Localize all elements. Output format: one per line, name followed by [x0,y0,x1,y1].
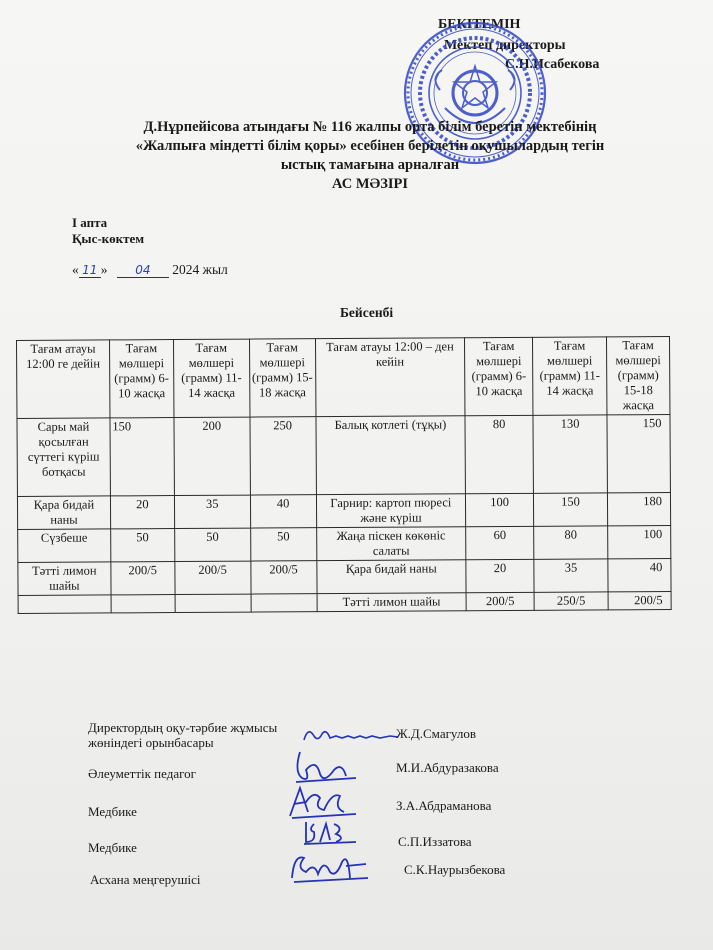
signatory-name: М.И.Абдуразакова [396,760,499,775]
title-line-3: ыстық тамағына арналған [280,157,460,173]
table-cell: 200/5 [111,562,175,595]
signatory-name: С.П.Иззатова [398,834,472,849]
title-line-1: Д.Нұрпейісова атындағы № 116 жалпы орта білім беретін мектебінің [143,119,597,135]
title-line-4: АС МӘЗІРІ [331,176,409,192]
table-cell: 50 [110,529,174,562]
date-year: 2024 жыл [172,262,228,277]
signatory-name: Ж.Д.Смагулов [396,726,476,741]
date-day: 11 [79,263,101,278]
table-cell: 50 [250,528,316,561]
header-cell: Тағам мөлшері (грамм) 6-10 жасқа [109,340,173,418]
table-cell: 60 [466,526,534,559]
title-line-2: «Жалпыға міндетті білім қоры» есебінен берілетін оқушылардың тегін [135,138,605,154]
menu-table [16,336,672,614]
table-row [18,559,671,596]
table-cell: 20 [110,496,174,529]
table-cell: 250 [250,417,316,495]
approval-position: Мектеп директоры [444,38,566,53]
table-cell: 40 [250,495,316,528]
table-cell: 40 [608,559,671,592]
table-cell: Гарнир: картоп пюресі және күріш [316,494,466,528]
table-row [17,493,670,530]
signatory-role: Асхана меңгерушісі [90,872,201,887]
table-cell: 150 [534,493,608,526]
date-month: 04 [117,263,169,278]
table-cell [18,595,111,614]
table-cell: 200/5 [466,592,534,610]
table-cell: 130 [533,415,607,493]
header-cell: Тағам атауы 12:00 – ден кейін [315,338,465,417]
table-cell: Жаңа піскен көкөніс салаты [316,527,466,561]
table-row [18,592,671,614]
header-cell: Тағам мөлшері (грамм) 11-14 жасқа [173,339,249,417]
approval-director-name: С.Н.Исабекова [505,57,600,72]
table-cell: 100 [608,526,671,559]
table-cell [175,594,251,612]
table-cell [111,595,175,613]
table-row [17,415,670,497]
table-cell: 80 [534,526,608,559]
table-cell: 35 [534,559,608,592]
signature-icon [284,848,374,888]
table-cell: 200 [174,417,250,495]
table-cell: 180 [607,493,670,526]
table-cell: Сары май қосылған сүттегі күріш ботқасы [17,418,110,497]
table-cell: 250/5 [534,592,608,610]
signature-icon [300,816,360,848]
table-cell: Тәтті лимон шайы [317,593,467,612]
season-label: Қыс-көктем [72,231,145,246]
signatory-role: Медбике [88,840,137,855]
signatory-name: С.К.Наурызбекова [404,862,506,877]
table-cell: 150 [607,415,670,493]
signatory-role: Директордың оқу-тәрбие жұмысы жөніндегі орынбасары [88,720,278,750]
table-cell: 35 [174,495,250,528]
signature-icon [300,722,400,748]
date-open-quote: « [72,262,79,277]
date-close-quote: » [100,262,108,277]
date-line [72,262,228,278]
header-cell: Тағам мөлшері (грамм) 11-14 жасқа [533,337,607,415]
signatory-role: Медбике [88,804,137,819]
table-cell: 200/5 [251,561,317,594]
signatory-name: З.А.Абдраманова [396,798,492,813]
table-cell [251,594,317,612]
table-row [18,526,671,563]
header-cell: Тағам мөлшері (грамм) 15-18 жасқа [606,337,669,415]
table-header-row [17,337,670,419]
menu-title [90,118,650,194]
weekday-label: Бейсенбі [340,305,394,320]
week-label: I апта [72,215,108,230]
table-cell: 200/5 [175,561,251,594]
table-cell: 20 [466,559,534,592]
table-cell: 100 [466,493,534,526]
table-cell: 200/5 [608,592,671,610]
table-cell: 80 [465,415,533,493]
header-cell: Тағам мөлшері (грамм) 15-18 жасқа [249,339,315,417]
header-cell: Тағам мөлшері (грамм) 6-10 жасқа [465,337,533,415]
header-cell: Тағам атауы 12:00 ге дейін [17,340,110,419]
signatory-role: Әлеуметтік педагог [88,766,196,781]
table-cell: Қара бидай наны [17,496,110,530]
table-cell: 50 [174,528,250,561]
table-cell: Сүзбеше [18,529,111,563]
approval-heading: БЕКІТЕМІН [438,17,521,32]
table-cell: Балық котлеті (тұқы) [316,416,466,495]
table-cell: Қара бидай наны [316,560,466,594]
table-cell: 150 [110,418,174,496]
table-cell: Тәтті лимон шайы [18,562,111,596]
